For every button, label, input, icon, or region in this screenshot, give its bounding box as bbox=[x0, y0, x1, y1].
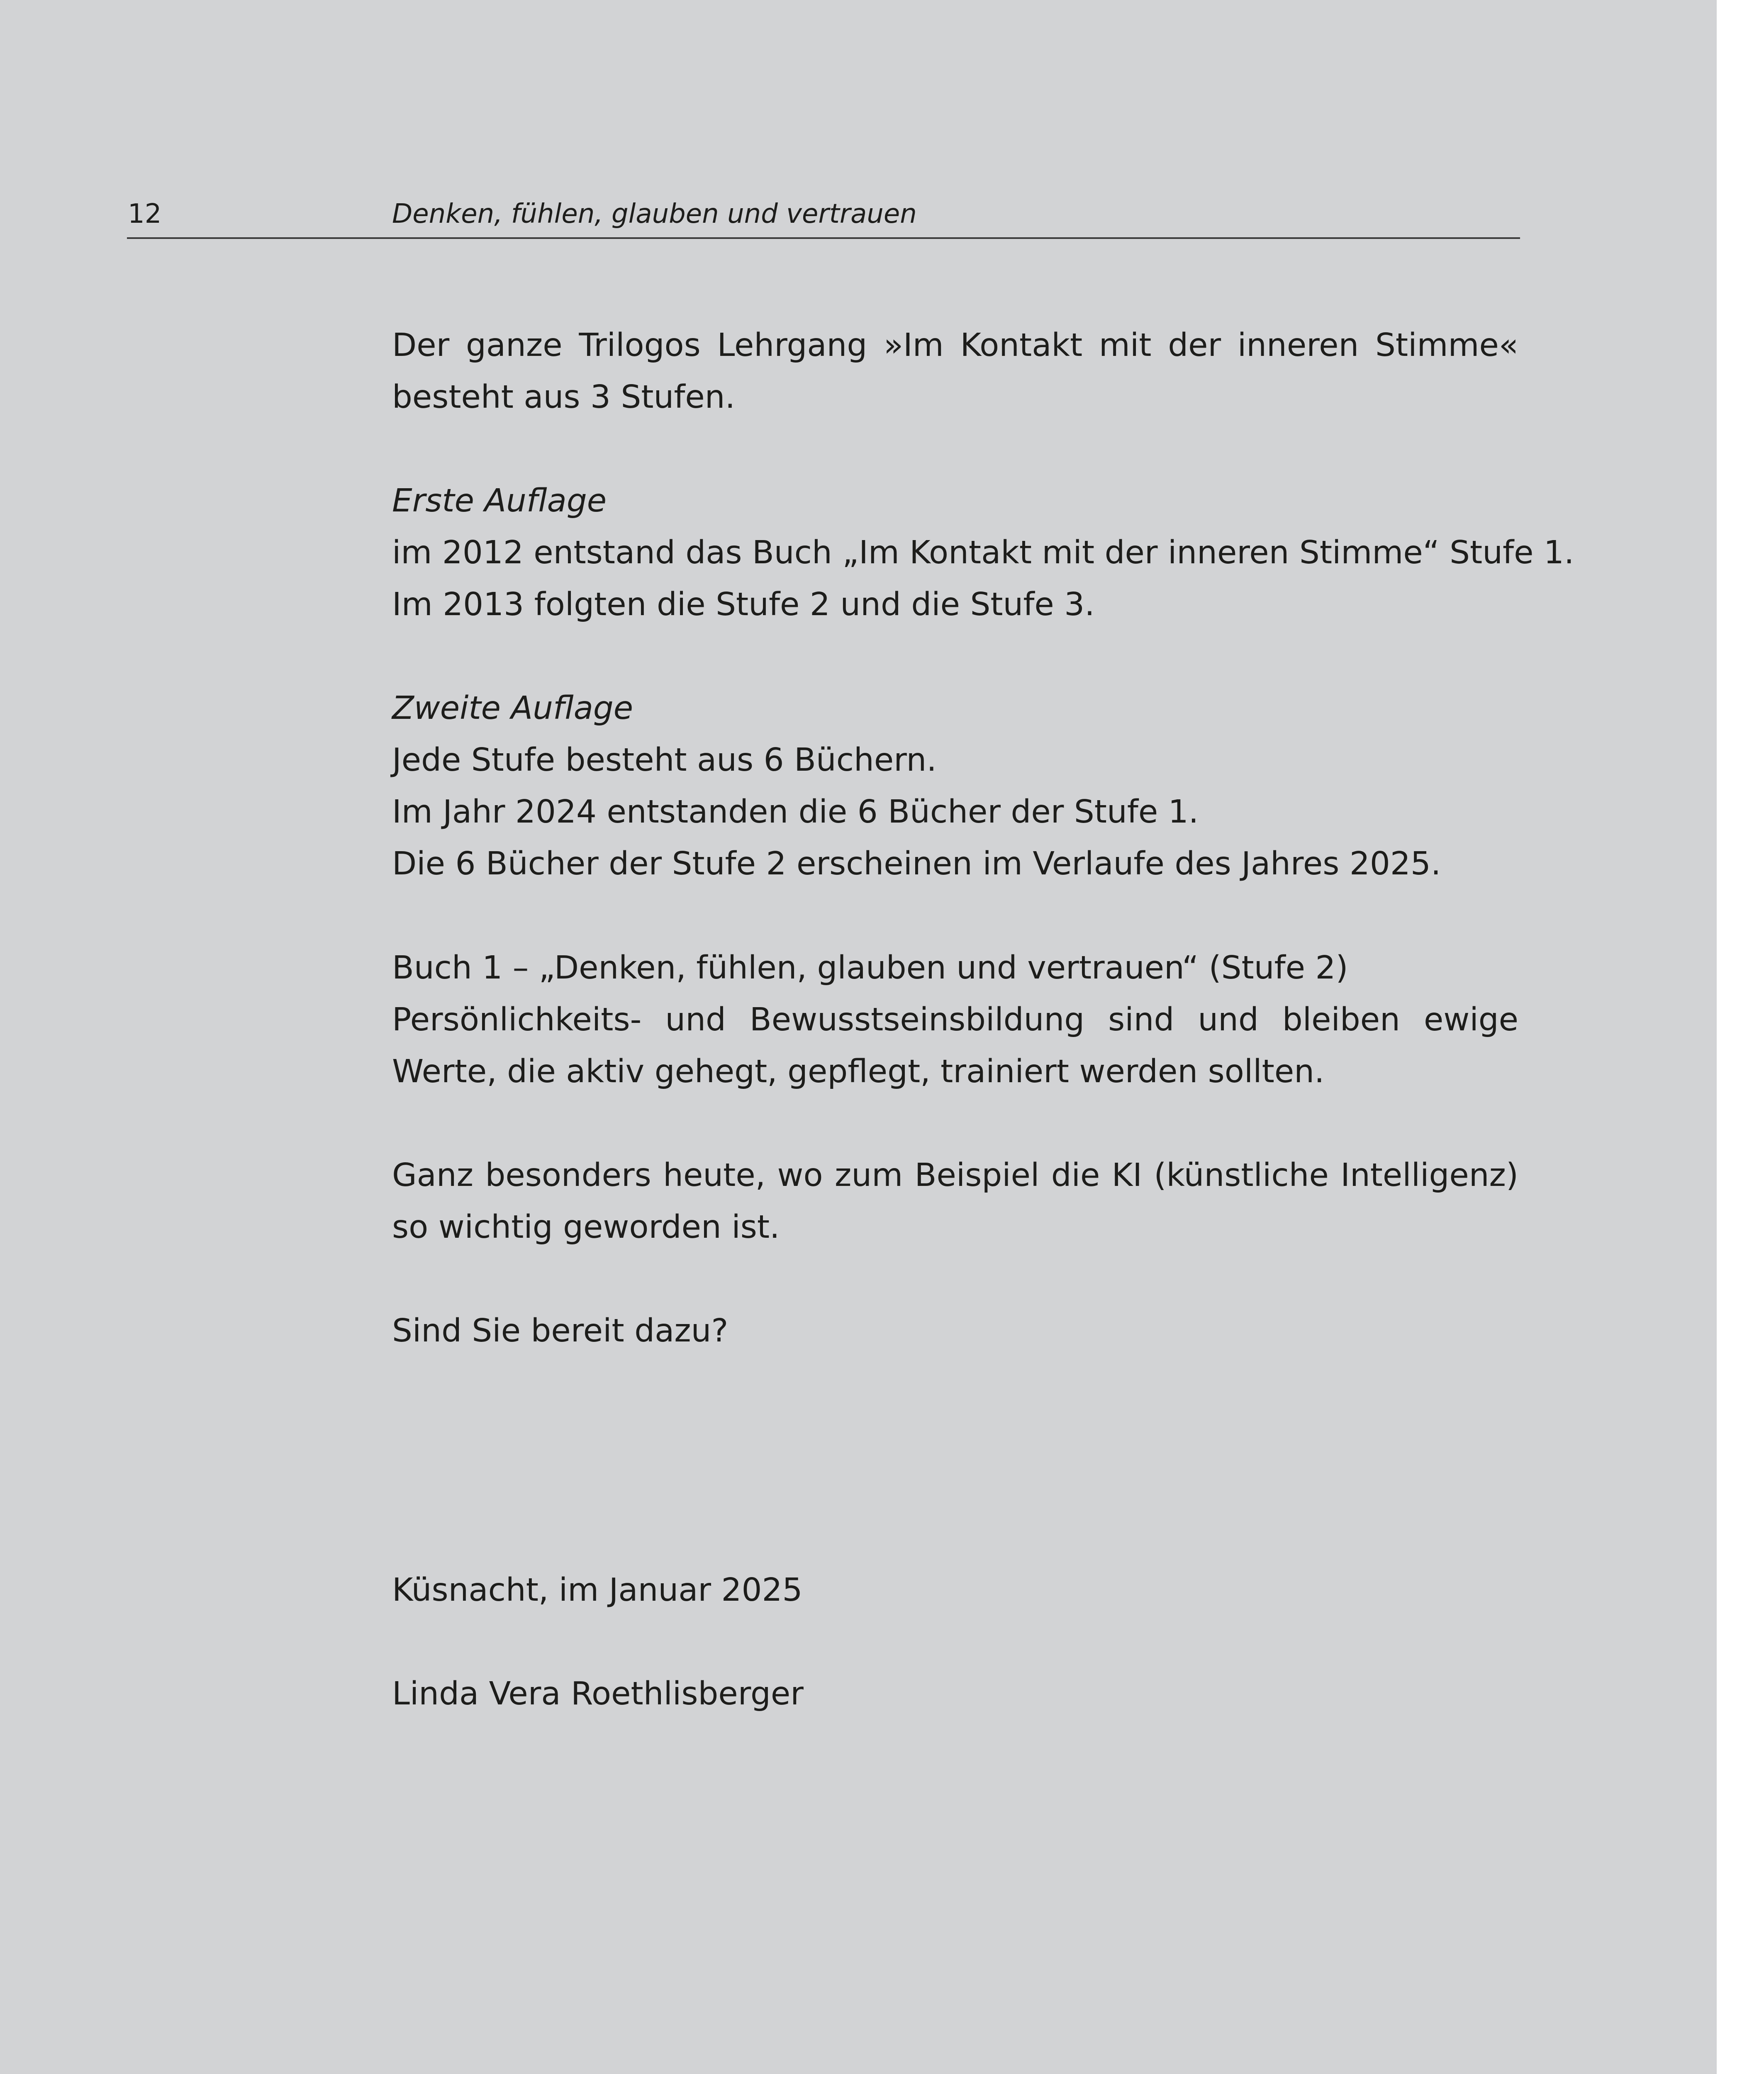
author-signature: Linda Vera Roethlisberger bbox=[392, 1675, 804, 1712]
second-edition-heading: Zweite Auflage bbox=[392, 690, 633, 727]
second-edition-section bbox=[392, 682, 1518, 890]
header-divider bbox=[127, 237, 1520, 239]
closing-question: Sind Sie bereit dazu? bbox=[392, 1312, 729, 1349]
book-title-line: Buch 1 – „Denken, fühlen, glauben und vertrauen“ (Stufe 2) bbox=[392, 949, 1348, 986]
first-edition-heading: Erste Auflage bbox=[392, 482, 607, 519]
first-edition-line-2: Im 2013 folgten die Stufe 2 und die Stufe 3. bbox=[392, 586, 1095, 623]
first-edition-line-1: im 2012 entstand das Buch „Im Kontakt mit der inneren Stimme“ Stufe 1. bbox=[392, 534, 1574, 571]
book-description: Persönlichkeits- und Bewusstseinsbildung sind und bleiben ewige Werte, die aktiv gehegt, gepflegt, trainiert werden sollten. bbox=[392, 1001, 1518, 1090]
intro-paragraph: Der ganze Trilogos Lehrgang »Im Kontakt mit der inneren Stimme« besteht aus 3 Stufen. bbox=[392, 327, 1518, 416]
second-edition-line-2: Im Jahr 2024 entstanden die 6 Bücher der Stufe 1. bbox=[392, 794, 1199, 830]
emphasis-paragraph: Ganz besonders heute, wo zum Beispiel die KI (künstliche Intelligenz) so wichtig geworden ist. bbox=[392, 1157, 1518, 1246]
second-edition-line-1: Jede Stufe besteht aus 6 Büchern. bbox=[392, 742, 937, 779]
second-edition-line-3: Die 6 Bücher der Stufe 2 erscheinen im Verlaufe des Jahres 2025. bbox=[392, 845, 1441, 882]
first-edition-section bbox=[392, 475, 1574, 630]
running-title: Denken, fühlen, glauben und vertrauen bbox=[392, 199, 917, 229]
page-number: 12 bbox=[128, 199, 162, 229]
place-and-date: Küsnacht, im Januar 2025 bbox=[392, 1572, 803, 1609]
